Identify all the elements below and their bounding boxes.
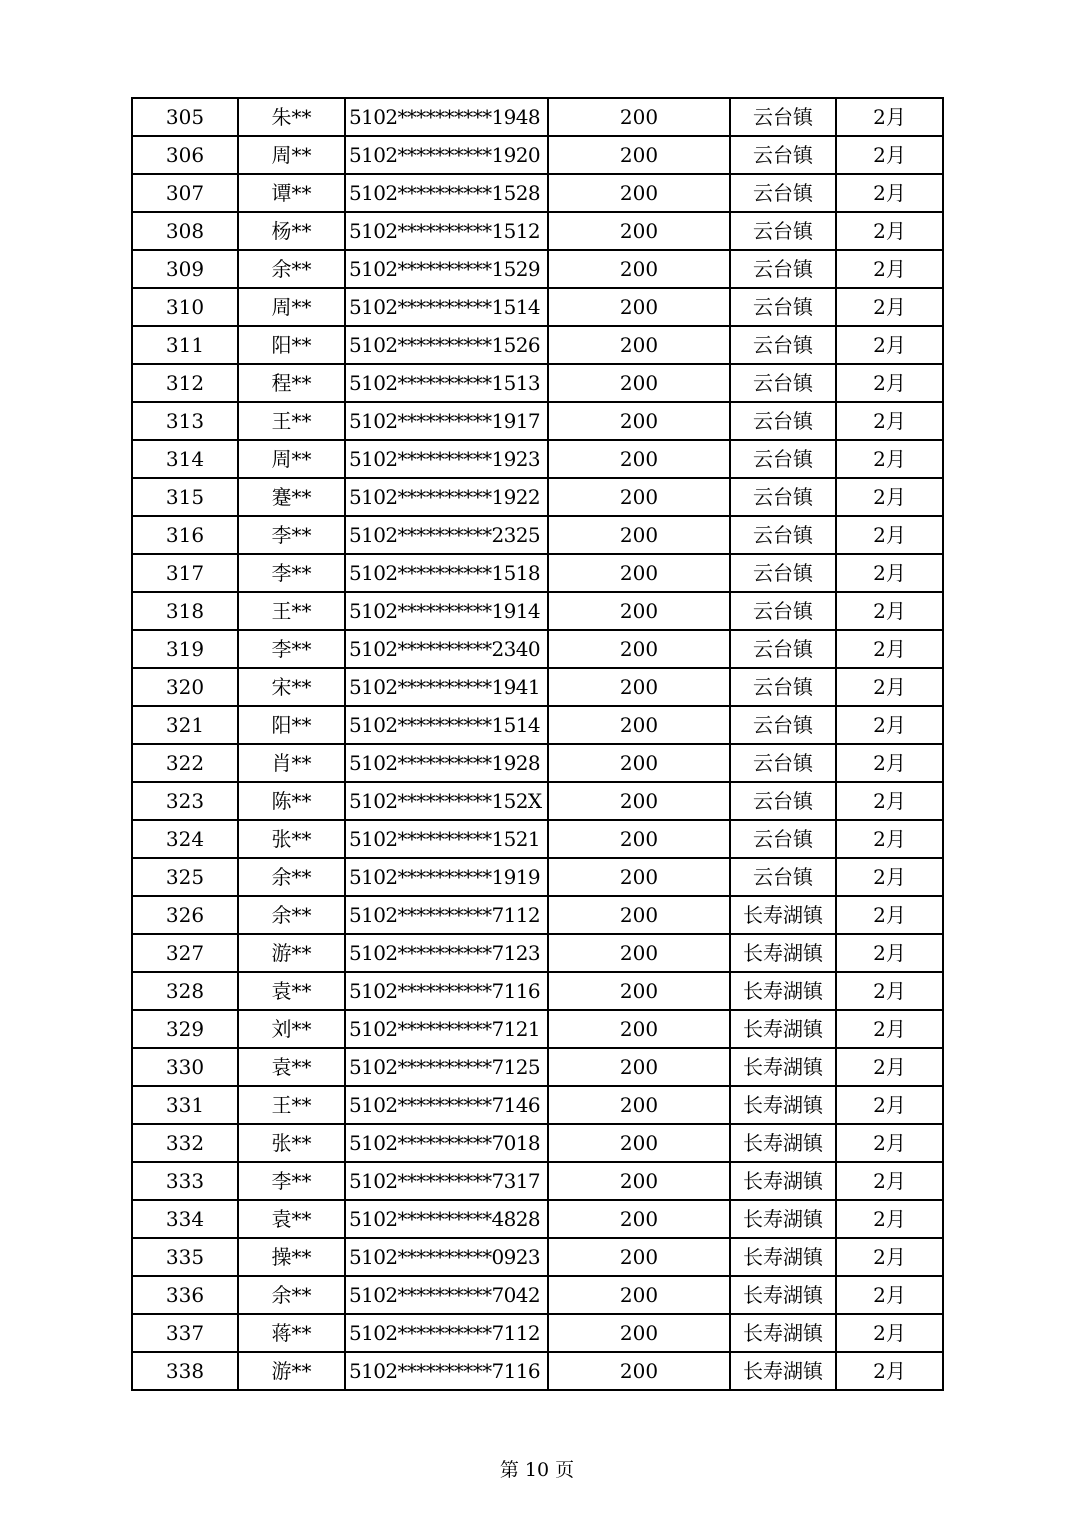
id-number-cell: 5102**********1513 (345, 364, 548, 402)
amount-cell: 200 (548, 364, 730, 402)
name-cell: 游** (238, 1352, 345, 1390)
month-cell: 2月 (836, 1162, 943, 1200)
table-row (132, 402, 943, 440)
town-cell: 长寿湖镇 (730, 1352, 836, 1390)
table-row (132, 1352, 943, 1390)
table-row (132, 440, 943, 478)
row-number-cell: 328 (132, 972, 238, 1010)
id-number-cell: 5102**********7123 (345, 934, 548, 972)
town-cell: 云台镇 (730, 820, 836, 858)
month-cell: 2月 (836, 1238, 943, 1276)
month-cell: 2月 (836, 668, 943, 706)
town-cell: 云台镇 (730, 516, 836, 554)
name-cell: 李** (238, 630, 345, 668)
month-cell: 2月 (836, 1276, 943, 1314)
id-number-cell: 5102**********1514 (345, 288, 548, 326)
table-row (132, 554, 943, 592)
row-number-cell: 311 (132, 326, 238, 364)
row-number-cell: 318 (132, 592, 238, 630)
table-row (132, 250, 943, 288)
month-cell: 2月 (836, 554, 943, 592)
name-cell: 张** (238, 1124, 345, 1162)
town-cell: 长寿湖镇 (730, 934, 836, 972)
id-number-cell: 5102**********1514 (345, 706, 548, 744)
id-number-cell: 5102**********1922 (345, 478, 548, 516)
table-row (132, 744, 943, 782)
amount-cell: 200 (548, 782, 730, 820)
month-cell: 2月 (836, 820, 943, 858)
month-cell: 2月 (836, 136, 943, 174)
town-cell: 云台镇 (730, 288, 836, 326)
id-number-cell: 5102**********1923 (345, 440, 548, 478)
id-number-cell: 5102**********1914 (345, 592, 548, 630)
name-cell: 操** (238, 1238, 345, 1276)
amount-cell: 200 (548, 1010, 730, 1048)
month-cell: 2月 (836, 402, 943, 440)
page-number: 第 10 页 (499, 1459, 575, 1481)
town-cell: 云台镇 (730, 402, 836, 440)
row-number-cell: 330 (132, 1048, 238, 1086)
town-cell: 云台镇 (730, 782, 836, 820)
row-number-cell: 315 (132, 478, 238, 516)
amount-cell: 200 (548, 1352, 730, 1390)
town-cell: 云台镇 (730, 98, 836, 136)
table-row (132, 1314, 943, 1352)
row-number-cell: 320 (132, 668, 238, 706)
month-cell: 2月 (836, 440, 943, 478)
town-cell: 云台镇 (730, 174, 836, 212)
id-number-cell: 5102**********1919 (345, 858, 548, 896)
id-number-cell: 5102**********2340 (345, 630, 548, 668)
name-cell: 蹇** (238, 478, 345, 516)
table-row (132, 1162, 943, 1200)
month-cell: 2月 (836, 1048, 943, 1086)
month-cell: 2月 (836, 212, 943, 250)
table-row (132, 288, 943, 326)
table-row (132, 782, 943, 820)
name-cell: 李** (238, 1162, 345, 1200)
row-number-cell: 323 (132, 782, 238, 820)
table-row (132, 858, 943, 896)
row-number-cell: 331 (132, 1086, 238, 1124)
id-number-cell: 5102**********7146 (345, 1086, 548, 1124)
name-cell: 余** (238, 858, 345, 896)
table-row (132, 1200, 943, 1238)
name-cell: 阳** (238, 706, 345, 744)
month-cell: 2月 (836, 1086, 943, 1124)
table-row (132, 668, 943, 706)
name-cell: 张** (238, 820, 345, 858)
row-number-cell: 334 (132, 1200, 238, 1238)
amount-cell: 200 (548, 1124, 730, 1162)
amount-cell: 200 (548, 1314, 730, 1352)
amount-cell: 200 (548, 1200, 730, 1238)
amount-cell: 200 (548, 630, 730, 668)
row-number-cell: 319 (132, 630, 238, 668)
id-number-cell: 5102**********7125 (345, 1048, 548, 1086)
table-row (132, 896, 943, 934)
amount-cell: 200 (548, 326, 730, 364)
row-number-cell: 324 (132, 820, 238, 858)
id-number-cell: 5102**********7317 (345, 1162, 548, 1200)
table-row (132, 136, 943, 174)
town-cell: 云台镇 (730, 668, 836, 706)
town-cell: 长寿湖镇 (730, 1086, 836, 1124)
row-number-cell: 314 (132, 440, 238, 478)
row-number-cell: 309 (132, 250, 238, 288)
row-number-cell: 307 (132, 174, 238, 212)
month-cell: 2月 (836, 706, 943, 744)
month-cell: 2月 (836, 630, 943, 668)
amount-cell: 200 (548, 250, 730, 288)
month-cell: 2月 (836, 174, 943, 212)
table-row (132, 934, 943, 972)
amount-cell: 200 (548, 1086, 730, 1124)
name-cell: 袁** (238, 1200, 345, 1238)
name-cell: 蒋** (238, 1314, 345, 1352)
town-cell: 云台镇 (730, 136, 836, 174)
id-number-cell: 5102**********1528 (345, 174, 548, 212)
month-cell: 2月 (836, 98, 943, 136)
town-cell: 长寿湖镇 (730, 1010, 836, 1048)
name-cell: 杨** (238, 212, 345, 250)
row-number-cell: 306 (132, 136, 238, 174)
town-cell: 云台镇 (730, 630, 836, 668)
name-cell: 周** (238, 136, 345, 174)
town-cell: 云台镇 (730, 212, 836, 250)
row-number-cell: 338 (132, 1352, 238, 1390)
row-number-cell: 336 (132, 1276, 238, 1314)
id-number-cell: 5102**********1512 (345, 212, 548, 250)
name-cell: 陈** (238, 782, 345, 820)
amount-cell: 200 (548, 212, 730, 250)
amount-cell: 200 (548, 554, 730, 592)
month-cell: 2月 (836, 326, 943, 364)
amount-cell: 200 (548, 668, 730, 706)
town-cell: 云台镇 (730, 554, 836, 592)
month-cell: 2月 (836, 972, 943, 1010)
table-row (132, 1086, 943, 1124)
id-number-cell: 5102**********1941 (345, 668, 548, 706)
amount-cell: 200 (548, 174, 730, 212)
amount-cell: 200 (548, 98, 730, 136)
roster-table (131, 97, 944, 1391)
name-cell: 袁** (238, 972, 345, 1010)
name-cell: 袁** (238, 1048, 345, 1086)
month-cell: 2月 (836, 744, 943, 782)
row-number-cell: 308 (132, 212, 238, 250)
month-cell: 2月 (836, 1314, 943, 1352)
town-cell: 云台镇 (730, 706, 836, 744)
id-number-cell: 5102**********7042 (345, 1276, 548, 1314)
id-number-cell: 5102**********7018 (345, 1124, 548, 1162)
amount-cell: 200 (548, 402, 730, 440)
town-cell: 长寿湖镇 (730, 1314, 836, 1352)
id-number-cell: 5102**********1920 (345, 136, 548, 174)
name-cell: 肖** (238, 744, 345, 782)
table-row (132, 516, 943, 554)
table-row (132, 1124, 943, 1162)
town-cell: 长寿湖镇 (730, 896, 836, 934)
row-number-cell: 322 (132, 744, 238, 782)
id-number-cell: 5102**********7112 (345, 1314, 548, 1352)
name-cell: 游** (238, 934, 345, 972)
month-cell: 2月 (836, 1352, 943, 1390)
month-cell: 2月 (836, 896, 943, 934)
table-row (132, 478, 943, 516)
amount-cell: 200 (548, 934, 730, 972)
name-cell: 李** (238, 516, 345, 554)
amount-cell: 200 (548, 1238, 730, 1276)
name-cell: 程** (238, 364, 345, 402)
row-number-cell: 333 (132, 1162, 238, 1200)
amount-cell: 200 (548, 478, 730, 516)
row-number-cell: 337 (132, 1314, 238, 1352)
table-row (132, 212, 943, 250)
row-number-cell: 327 (132, 934, 238, 972)
table-row (132, 1010, 943, 1048)
amount-cell: 200 (548, 1162, 730, 1200)
month-cell: 2月 (836, 592, 943, 630)
table-row (132, 364, 943, 402)
id-number-cell: 5102**********152X (345, 782, 548, 820)
amount-cell: 200 (548, 288, 730, 326)
table-row (132, 706, 943, 744)
town-cell: 长寿湖镇 (730, 1238, 836, 1276)
town-cell: 云台镇 (730, 364, 836, 402)
id-number-cell: 5102**********1917 (345, 402, 548, 440)
row-number-cell: 321 (132, 706, 238, 744)
town-cell: 长寿湖镇 (730, 1048, 836, 1086)
town-cell: 云台镇 (730, 478, 836, 516)
table-row (132, 1276, 943, 1314)
row-number-cell: 310 (132, 288, 238, 326)
amount-cell: 200 (548, 136, 730, 174)
row-number-cell: 335 (132, 1238, 238, 1276)
name-cell: 李** (238, 554, 345, 592)
town-cell: 云台镇 (730, 250, 836, 288)
amount-cell: 200 (548, 1048, 730, 1086)
month-cell: 2月 (836, 250, 943, 288)
name-cell: 阳** (238, 326, 345, 364)
month-cell: 2月 (836, 288, 943, 326)
town-cell: 云台镇 (730, 744, 836, 782)
row-number-cell: 326 (132, 896, 238, 934)
month-cell: 2月 (836, 1200, 943, 1238)
table-row (132, 174, 943, 212)
month-cell: 2月 (836, 858, 943, 896)
town-cell: 长寿湖镇 (730, 1200, 836, 1238)
id-number-cell: 5102**********1948 (345, 98, 548, 136)
month-cell: 2月 (836, 934, 943, 972)
id-number-cell: 5102**********1526 (345, 326, 548, 364)
table-row (132, 326, 943, 364)
row-number-cell: 329 (132, 1010, 238, 1048)
id-number-cell: 5102**********1928 (345, 744, 548, 782)
month-cell: 2月 (836, 1124, 943, 1162)
amount-cell: 200 (548, 592, 730, 630)
amount-cell: 200 (548, 1276, 730, 1314)
name-cell: 余** (238, 1276, 345, 1314)
table-row (132, 592, 943, 630)
roster-table-body (132, 98, 943, 1390)
town-cell: 长寿湖镇 (730, 1162, 836, 1200)
month-cell: 2月 (836, 782, 943, 820)
name-cell: 王** (238, 402, 345, 440)
name-cell: 刘** (238, 1010, 345, 1048)
name-cell: 周** (238, 440, 345, 478)
id-number-cell: 5102**********2325 (345, 516, 548, 554)
amount-cell: 200 (548, 858, 730, 896)
row-number-cell: 332 (132, 1124, 238, 1162)
month-cell: 2月 (836, 364, 943, 402)
id-number-cell: 5102**********7121 (345, 1010, 548, 1048)
row-number-cell: 313 (132, 402, 238, 440)
row-number-cell: 317 (132, 554, 238, 592)
row-number-cell: 316 (132, 516, 238, 554)
id-number-cell: 5102**********1521 (345, 820, 548, 858)
table-row (132, 820, 943, 858)
month-cell: 2月 (836, 478, 943, 516)
name-cell: 余** (238, 896, 345, 934)
name-cell: 谭** (238, 174, 345, 212)
town-cell: 长寿湖镇 (730, 1124, 836, 1162)
amount-cell: 200 (548, 972, 730, 1010)
id-number-cell: 5102**********7112 (345, 896, 548, 934)
town-cell: 云台镇 (730, 326, 836, 364)
name-cell: 王** (238, 1086, 345, 1124)
name-cell: 王** (238, 592, 345, 630)
town-cell: 长寿湖镇 (730, 1276, 836, 1314)
town-cell: 云台镇 (730, 440, 836, 478)
id-number-cell: 5102**********4828 (345, 1200, 548, 1238)
month-cell: 2月 (836, 516, 943, 554)
table-row (132, 630, 943, 668)
amount-cell: 200 (548, 516, 730, 554)
amount-cell: 200 (548, 896, 730, 934)
table-row (132, 98, 943, 136)
table-row (132, 1048, 943, 1086)
name-cell: 周** (238, 288, 345, 326)
amount-cell: 200 (548, 820, 730, 858)
row-number-cell: 325 (132, 858, 238, 896)
id-number-cell: 5102**********7116 (345, 972, 548, 1010)
town-cell: 云台镇 (730, 858, 836, 896)
amount-cell: 200 (548, 440, 730, 478)
id-number-cell: 5102**********0923 (345, 1238, 548, 1276)
table-row (132, 1238, 943, 1276)
amount-cell: 200 (548, 744, 730, 782)
id-number-cell: 5102**********1529 (345, 250, 548, 288)
town-cell: 长寿湖镇 (730, 972, 836, 1010)
row-number-cell: 312 (132, 364, 238, 402)
name-cell: 朱** (238, 98, 345, 136)
id-number-cell: 5102**********1518 (345, 554, 548, 592)
id-number-cell: 5102**********7116 (345, 1352, 548, 1390)
amount-cell: 200 (548, 706, 730, 744)
name-cell: 余** (238, 250, 345, 288)
month-cell: 2月 (836, 1010, 943, 1048)
table-row (132, 972, 943, 1010)
row-number-cell: 305 (132, 98, 238, 136)
name-cell: 宋** (238, 668, 345, 706)
town-cell: 云台镇 (730, 592, 836, 630)
